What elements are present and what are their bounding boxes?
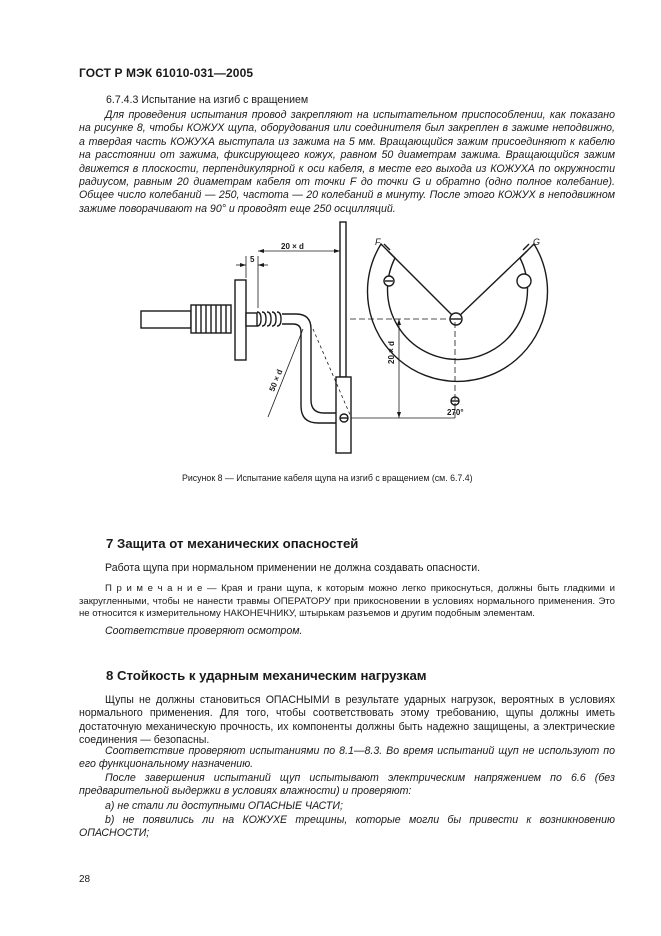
section-7-note <box>79 583 615 621</box>
section-8-item-b: b) не появились ли на КОЖУХЕ трещины, которые могли бы привести к возникновению ОПАСНОСТИ; <box>79 814 615 840</box>
dim-label-5: 5 <box>250 255 255 264</box>
section-8-paragraph-3: После завершения испытаний щуп испытывают электрическим напряжением по 6.6 (без предварительной выдержки в условиях влажности) и проверяют: <box>79 772 615 798</box>
note-text: Края и грани щупа, к которым можно легко прикоснуться, должны быть гладкими и закругленными, чтобы не нанести травмы ОПЕРАТОРУ при прикосновении в условиях нормального применения. Это не относится к измерительному НАКОНЕЧНИКУ, штырькам разъемов и другим подобным элементам. <box>79 583 616 620</box>
figure-caption: Рисунок 8 — Испытание кабеля щупа на изгиб с вращением (см. 6.7.4) <box>182 473 473 483</box>
cable-outer <box>282 314 340 413</box>
dim-label-20d-right: 20 × d <box>387 341 396 364</box>
note-label: П р и м е ч а н и е — <box>105 583 217 594</box>
document-header: ГОСТ Р МЭК 61010-031—2005 <box>79 66 254 80</box>
page-number: 28 <box>79 874 91 885</box>
dim-label-50d: 50 × d <box>267 368 285 393</box>
fixed-clamp <box>235 280 246 360</box>
rotating-rod <box>340 222 346 377</box>
point-label-g: G <box>533 237 541 247</box>
dim-label-20d-top: 20 × d <box>281 242 304 251</box>
section-8-item-a: a) не стали ли доступными ОПАСНЫЕ ЧАСТИ; <box>105 800 343 812</box>
section-7-compliance: Соответствие проверяют осмотром. <box>105 625 303 637</box>
subsection-body: Для проведения испытания провод закрепляют на испытательном приспособлении, как показано на рисунке 8, чтобы КОЖУХ щупа, оборудования или соединителя был закреплен в зажиме неподвижно, а твердая часть КОЖУХА выступала из зажима на 5 мм. Вращающийся зажим присоединяют к кабелю на расстоянии от зажима, фиксирующего кожух, равном 50 диаметрам зажима. Вращающийся зажим движется в плоскости, перпендикулярной к оси кабеля, в месте его выхода из КОЖУХА по окружности радиусом, равным 20 диаметрам кабеля от точки F до точки G и обратно (одно полное колебание). Общее число колебаний — 250, частота — 20 колебаний в минуту. После этого КОЖУХ в неподвижном зажиме поворачивают на 90° и проводят еще 250 осцилляций. <box>79 109 615 215</box>
section-8-paragraph-2: Соответствие проверяют испытаниями по 8.1—8.3. Во время испытаний щуп не используют по его функциональному назначению. <box>79 745 615 771</box>
angle-label-270: 270° <box>447 408 464 417</box>
section-8-paragraph-1: Щупы не должны становиться ОПАСНЫМИ в результате ударных нагрузок, вероятных в условиях нормального применения. Для того, чтобы соответствовать этому требованию, щупы должны иметь достаточную механическую прочность, их компоненты должны быть надежно защищены, а электрические соединения — безопасны. <box>79 694 615 747</box>
section-7-heading: 7 Защита от механических опасностей <box>106 536 359 551</box>
section-8-heading: 8 Стойкость к ударным механическим нагрузкам <box>106 668 427 683</box>
subsection-title: 6.7.4.3 Испытание на изгиб с вращением <box>106 94 309 106</box>
section-7-paragraph: Работа щупа при нормальном применении не должна создавать опасности. <box>105 562 481 574</box>
point-label-f: F <box>375 237 381 247</box>
probe-tip-body <box>141 311 191 328</box>
